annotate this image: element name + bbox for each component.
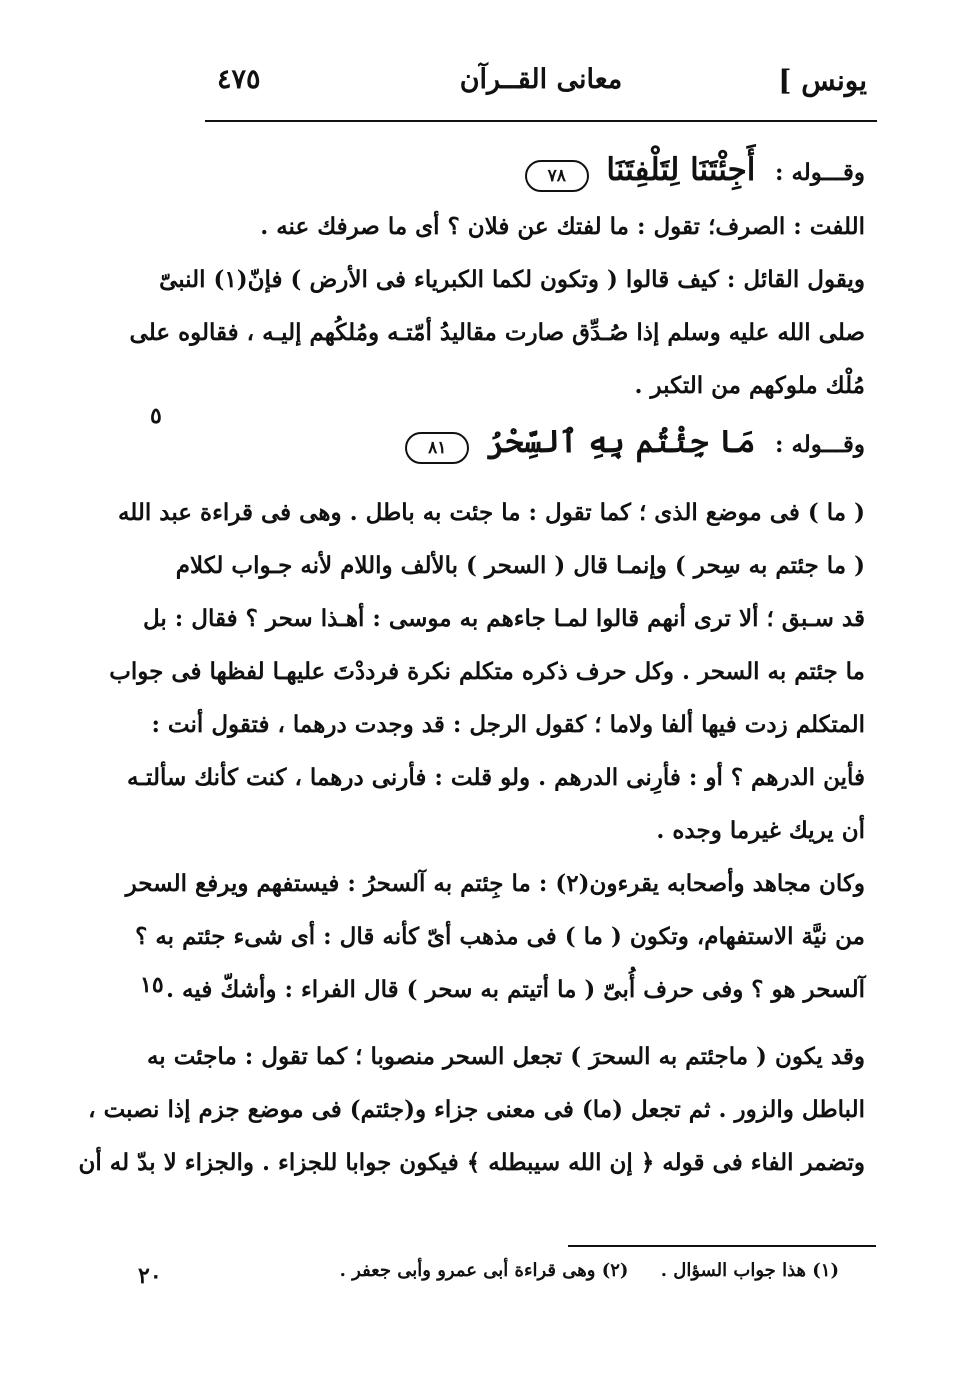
footnotes [340, 1260, 839, 1281]
ayah-number-badge: ٧٨ [525, 160, 589, 192]
book-title: معانى القــرآن [459, 64, 623, 95]
verse-lead: وقـــوله : [774, 431, 865, 458]
page-number: ٤٧٥ [217, 64, 261, 95]
verse-heading [210, 412, 865, 472]
text-line: فأين الدرهم ؟ أو : فأرِنى الدرهم . ولو قلت : فأرنى درهما ، كنت كأنك سألتـه [126, 764, 865, 791]
text-line: آلسحر هو ؟ وفى حرف أُبىّ ( ما أتيتم به سحر ) قال الفراء : وأشكّ فيه . [166, 976, 865, 1003]
margin-line-number-15: ١٥ [140, 972, 164, 998]
spacer [210, 1016, 865, 1030]
text-line: اللفت : الصرف؛ تقول : ما لفتك عن فلان ؟ أى ما صرفك عنه . [260, 213, 865, 240]
text-line: وكان مجاهد وأصحابه يقرءون(٢) : ما جِئتم به آلسحرُ : فيستفهم ويرفع السحر [125, 870, 865, 897]
text-line: مُلْك ملوكهم من التكبر . [634, 372, 865, 399]
text-line: ما جئتم به السحر . وكل حرف ذكره متكلم نكرة فرددْتَ عليهـا لفظها فى جواب [109, 658, 865, 685]
spacer [210, 472, 865, 486]
text-line: صلى الله عليه وسلم إذا صُـدِّق صارت مقاليدُ أمّتـه ومُلكُهم إليـه ، فقالوه على [129, 319, 865, 346]
text-line: أن يريك غيرما وجده . [656, 817, 865, 844]
text-line: من نيَّة الاستفهام، وتكون ( ما ) فى مذهب أىّ كأنه قال : أى شىء جئتم به ؟ [135, 923, 865, 950]
footnote-2: (٢) وهى قراءة أبى عمرو وأبى جعفر . [339, 1260, 629, 1281]
surah-name: يونس ] [778, 64, 867, 97]
text-line: الباطل والزور . ثم تجعل (ما) فى معنى جزاء و(جئتم) فى موضع جزم إذا نصبت ، [88, 1096, 865, 1123]
text-line: ويقول القائل : كيف قالوا ( وتكون لكما الكبرياء فى الأرض ) فإنّ(١) النبىّ [159, 266, 865, 293]
footnote-rule [568, 1245, 876, 1247]
quran-text: مَا جِئْتُم بِهِ ٱلسِّحْرُ [486, 424, 756, 460]
ayah-number-badge: ٨١ [405, 432, 469, 464]
running-header [205, 62, 877, 120]
text-line: ( ما ) فى موضع الذى ؛ كما تقول : ما جئت به باطل . وهى فى قراءة عبد الله [117, 499, 865, 526]
verse-lead: وقـــوله : [774, 159, 865, 186]
text-line: المتكلم زدت فيها ألفا ولاما ؛ كقول الرجل : قد وجدت درهما ، فتقول أنت : [151, 711, 865, 738]
header-rule [205, 120, 877, 122]
footnote-1: (١) هذا جواب السؤال . [660, 1260, 839, 1281]
quran-text: أَجِئْتَنَا لِتَلْفِتَنَا [606, 152, 756, 188]
verse-heading [210, 140, 865, 200]
margin-line-number-20: ٢٠ [138, 1263, 162, 1289]
margin-line-number-5: ٥ [150, 403, 162, 429]
text-line: ( ما جئتم به سِحر ) وإنمـا قال ( السحر ) بالألف واللام لأنه جـواب لكلام [175, 552, 865, 579]
text-line: وقد يكون ( ماجئتم به السحرَ ) تجعل السحر منصوبا ؛ كما تقول : ماجئت به [146, 1043, 865, 1070]
text-line: قد سـبق ؛ ألا ترى أنهم قالوا لمـا جاءهم به موسى : أهـذا سحر ؟ فقال : بل [142, 605, 865, 632]
text-line: وتضمر الفاء فى قوله ﴿ إن الله سيبطله ﴾ فيكون جوابا للجزاء . والجزاء لا بدّ له أن [78, 1149, 865, 1176]
